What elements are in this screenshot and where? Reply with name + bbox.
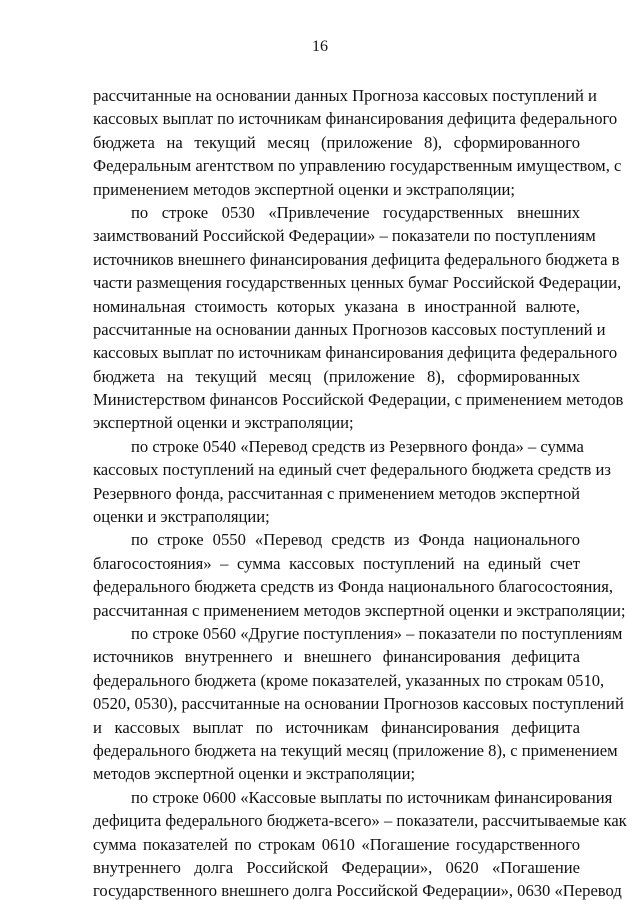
text-line: заимствований Российской Федерации» – показатели по поступлениям: [93, 226, 596, 246]
text-line: по строке 0600 «Кассовые выплаты по источникам финансирования: [131, 787, 613, 807]
text-line: части размещения государственных ценных бумаг Российской Федерации,: [93, 273, 622, 293]
text-line: номинальная стоимость которых указана в иностранной валюте,: [93, 296, 580, 316]
text-line: источников внутреннего и внешнего финансирования дефицита: [93, 647, 580, 667]
text-line: по строке 0540 «Перевод средств из Резервного фонда» – сумма: [131, 436, 584, 456]
text-line: государственного внешнего долга Российской Федерации», 0630 «Перевод: [93, 881, 622, 901]
text-line: бюджета на текущий месяц (приложение 8), сформированных: [93, 366, 580, 386]
text-line: методов экспертной оценки и экстраполяции;: [93, 764, 416, 784]
text-line: экспертной оценки и экстраполяции;: [93, 413, 354, 433]
text-line: кассовых выплат по источникам финансирования дефицита федерального: [93, 343, 618, 363]
text-line: кассовых поступлений на единый счет федерального бюджета средств из: [93, 460, 611, 480]
text-line: 0520, 0530), рассчитанные на основании Прогнозов кассовых поступлений: [93, 694, 624, 714]
text-line: федерального бюджета на текущий месяц (приложение 8), с применением: [93, 740, 618, 760]
text-line: Министерством финансов Российской Федерации, с применением методов: [93, 390, 624, 410]
text-line: Федеральным агентством по управлению государственным имуществом, с: [93, 156, 622, 176]
text-line: оценки и экстраполяции;: [93, 507, 270, 527]
text-line: благосостояния» – сумма кассовых поступлений на единый счет: [93, 553, 580, 573]
text-line: федерального бюджета средств из Фонда национального благосостояния,: [93, 577, 614, 597]
text-line: сумма показателей по строкам 0610 «Погашение государственного: [93, 834, 580, 854]
text-line: кассовых выплат по источникам финансирования дефицита федерального: [93, 109, 618, 129]
text-line: и кассовых выплат по источникам финансирования дефицита: [93, 717, 580, 737]
text-line: по строке 0550 «Перевод средств из Фонда национального: [131, 530, 580, 550]
text-line: внутреннего долга Российской Федерации», 0620 «Погашение: [93, 857, 580, 877]
text-line: дефицита федерального бюджета-всего» – показатели, рассчитываемые как: [93, 811, 627, 831]
document-body: [93, 84, 627, 903]
page-number: 16: [312, 38, 328, 55]
text-line: рассчитанная с применением методов экспертной оценки и экстраполяции;: [93, 600, 626, 620]
text-line: рассчитанные на основании данных Прогноза кассовых поступлений и: [93, 86, 597, 105]
text-line: применением методов экспертной оценки и экстраполяции;: [93, 179, 515, 199]
text-line: рассчитанные на основании данных Прогнозов кассовых поступлений и: [93, 319, 606, 339]
text-line: Резервного фонда, рассчитанная с применением методов экспертной: [93, 483, 580, 503]
text-line: источников внешнего финансирования дефицита федерального бюджета в: [93, 249, 620, 269]
text-line: федерального бюджета (кроме показателей, указанных по строкам 0510,: [93, 670, 605, 690]
text-line: бюджета на текущий месяц (приложение 8), сформированного: [93, 132, 580, 152]
text-line: по строке 0530 «Привлечение государственных внешних: [131, 202, 580, 222]
text-line: по строке 0560 «Другие поступления» – показатели по поступлениям: [131, 623, 623, 643]
